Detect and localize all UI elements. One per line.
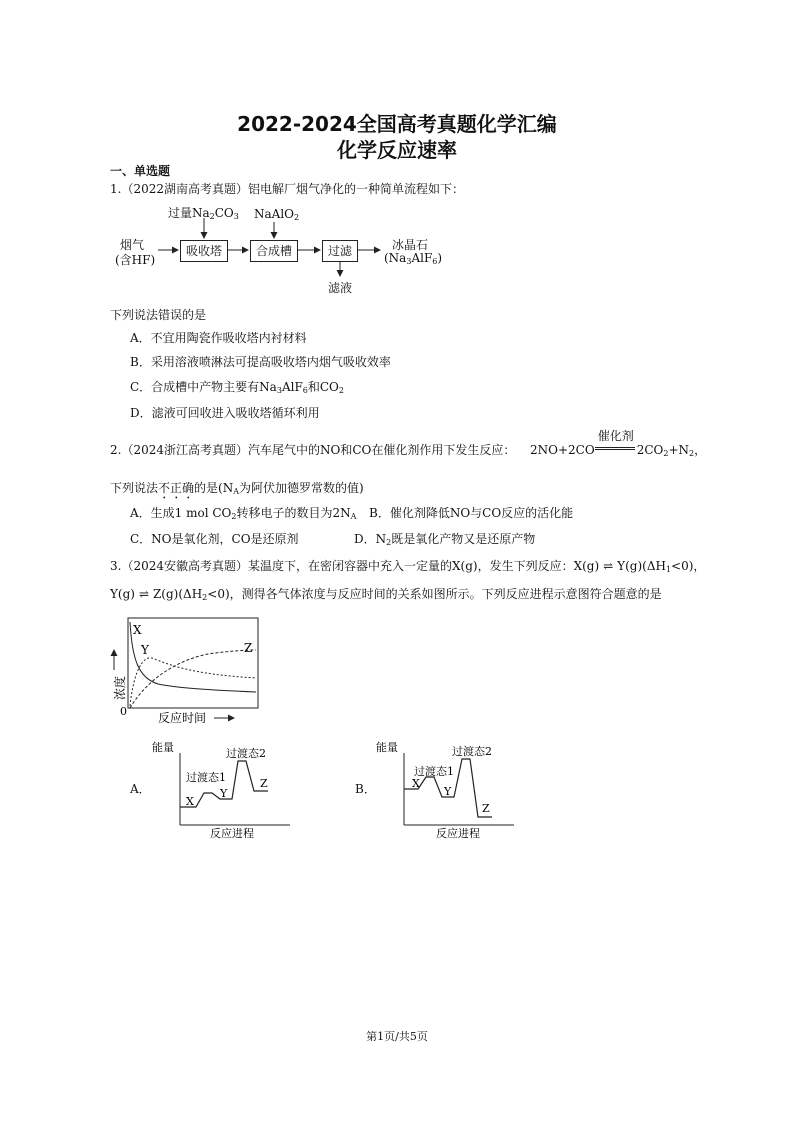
flow-box-synthesis: 合成槽 bbox=[250, 240, 298, 262]
q2-equation: 2NO+2CO 催化剂 $2CO_2+N_2$， bbox=[530, 429, 707, 458]
state-y-a: Y bbox=[220, 787, 228, 800]
q2-option-c[interactable]: C．NO是氧化剂，CO是还原剂 bbox=[130, 532, 299, 546]
energy-y-label-b: 能量 bbox=[376, 741, 398, 754]
ts2-label-b: 过渡态2 bbox=[452, 745, 492, 758]
energy-x-label-b: 反应进程 bbox=[436, 827, 480, 840]
q3-stem-line2: Y(g) ⇌ $Z(g)(\Delta H_2<0)$，测得各气体浓度与反应时间的关系如图所示。下列反应进程示意图符合题意的是 bbox=[110, 587, 662, 602]
graph-x-label: 反应时间 bbox=[158, 711, 207, 725]
graph-frame bbox=[128, 618, 258, 708]
q1-stem: 1.（2022湖南高考真题）铝电解厂烟气净化的一种简单流程如下： bbox=[110, 182, 464, 196]
flow-input-na2co3: 过量$Na_2CO_3$ bbox=[168, 206, 239, 221]
flow-waste: 滤液 bbox=[328, 281, 353, 295]
q2-ask: 下列说法不正确的是($N_A$为阿伏加德罗常数的值) bbox=[110, 481, 364, 496]
q1-option-b[interactable]: B．采用溶液喷淋法可提高吸收塔内烟气吸收效率 bbox=[130, 355, 391, 369]
flow-product-line1: 冰晶石 bbox=[392, 238, 429, 252]
state-x-b: X bbox=[412, 777, 420, 790]
section-heading: 一、单选题 bbox=[110, 164, 171, 178]
energy-x-label-a: 反应进程 bbox=[210, 827, 254, 840]
ts2-label-a: 过渡态2 bbox=[226, 747, 266, 760]
q1-option-d[interactable]: D．滤液可回收进入吸收塔循环利用 bbox=[130, 406, 320, 420]
page-subtitle: 化学反应速率 bbox=[337, 138, 457, 162]
q1-option-a[interactable]: A．不宜用陶瓷作吸收塔内衬材料 bbox=[130, 331, 307, 345]
q1-ask: 下列说法错误的是 bbox=[110, 308, 207, 322]
state-z-a: Z bbox=[260, 777, 268, 790]
flow-source-line1: 烟气 bbox=[120, 238, 145, 252]
ts1-label-b: 过渡态1 bbox=[414, 765, 454, 778]
state-x-a: X bbox=[186, 795, 194, 808]
q2-stem: 2.（2024浙江高考真题）汽车尾气中的NO和CO在催化剂作用下发生反应： bbox=[110, 443, 516, 457]
q3-option-b-label[interactable]: B． bbox=[355, 782, 376, 796]
curve-x bbox=[130, 622, 256, 692]
q3-option-a-diagram[interactable] bbox=[150, 737, 310, 847]
flow-input-naalo2: NaAlO$_2$ bbox=[254, 207, 300, 222]
state-y-b: Y bbox=[444, 785, 452, 798]
energy-y-label-a: 能量 bbox=[152, 741, 174, 754]
q3-option-a-label[interactable]: A． bbox=[130, 782, 151, 796]
q2-option-b[interactable]: B．催化剂降低NO与CO反应的活化能 bbox=[369, 506, 574, 520]
graph-y-label: 浓度 bbox=[113, 675, 127, 700]
curve-y-label: Y bbox=[141, 643, 149, 657]
q3-stem: 3.（2024安徽高考真题）某温度下，在密闭容器中充入一定量的X(g)，发生下列反应：X(g) ⇌ $Y(g)(\Delta H_1<0)$， bbox=[110, 559, 706, 574]
equilibrium-arrow-2: ⇌ bbox=[138, 587, 149, 601]
q2-option-a[interactable]: A．生成1 mol $CO_2$转移电子的数目为$2N_A$ bbox=[130, 506, 357, 521]
curve-z-label: Z bbox=[244, 641, 253, 655]
flow-product-line2: $(Na_3AlF_6)$ bbox=[384, 251, 443, 266]
state-z-b: Z bbox=[482, 802, 490, 815]
flow-box-absorber: 吸收塔 bbox=[180, 240, 228, 262]
concentration-time-graph bbox=[108, 608, 288, 728]
curve-y bbox=[130, 658, 256, 706]
equilibrium-arrow: ⇌ bbox=[603, 559, 614, 573]
q3-option-b-diagram[interactable] bbox=[374, 737, 534, 847]
flow-box-filter: 过滤 bbox=[322, 240, 358, 262]
catalyst-label: 催化剂 bbox=[597, 429, 634, 443]
curve-x-label: X bbox=[133, 623, 142, 637]
ts1-label-a: 过渡态1 bbox=[186, 771, 226, 784]
page-title: 2022-2024全国高考真题化学汇编 bbox=[237, 112, 557, 136]
flow-source-line2: (含HF) bbox=[115, 253, 156, 267]
graph-origin: 0 bbox=[120, 705, 127, 718]
page-footer: 第1页/共5页 bbox=[366, 1030, 428, 1043]
q2-option-d[interactable]: D．$N_2$既是氧化产物又是还原产物 bbox=[354, 532, 536, 547]
q1-option-c[interactable]: C．合成槽中产物主要有$Na_3AlF_6$和$CO_2$ bbox=[130, 380, 344, 395]
